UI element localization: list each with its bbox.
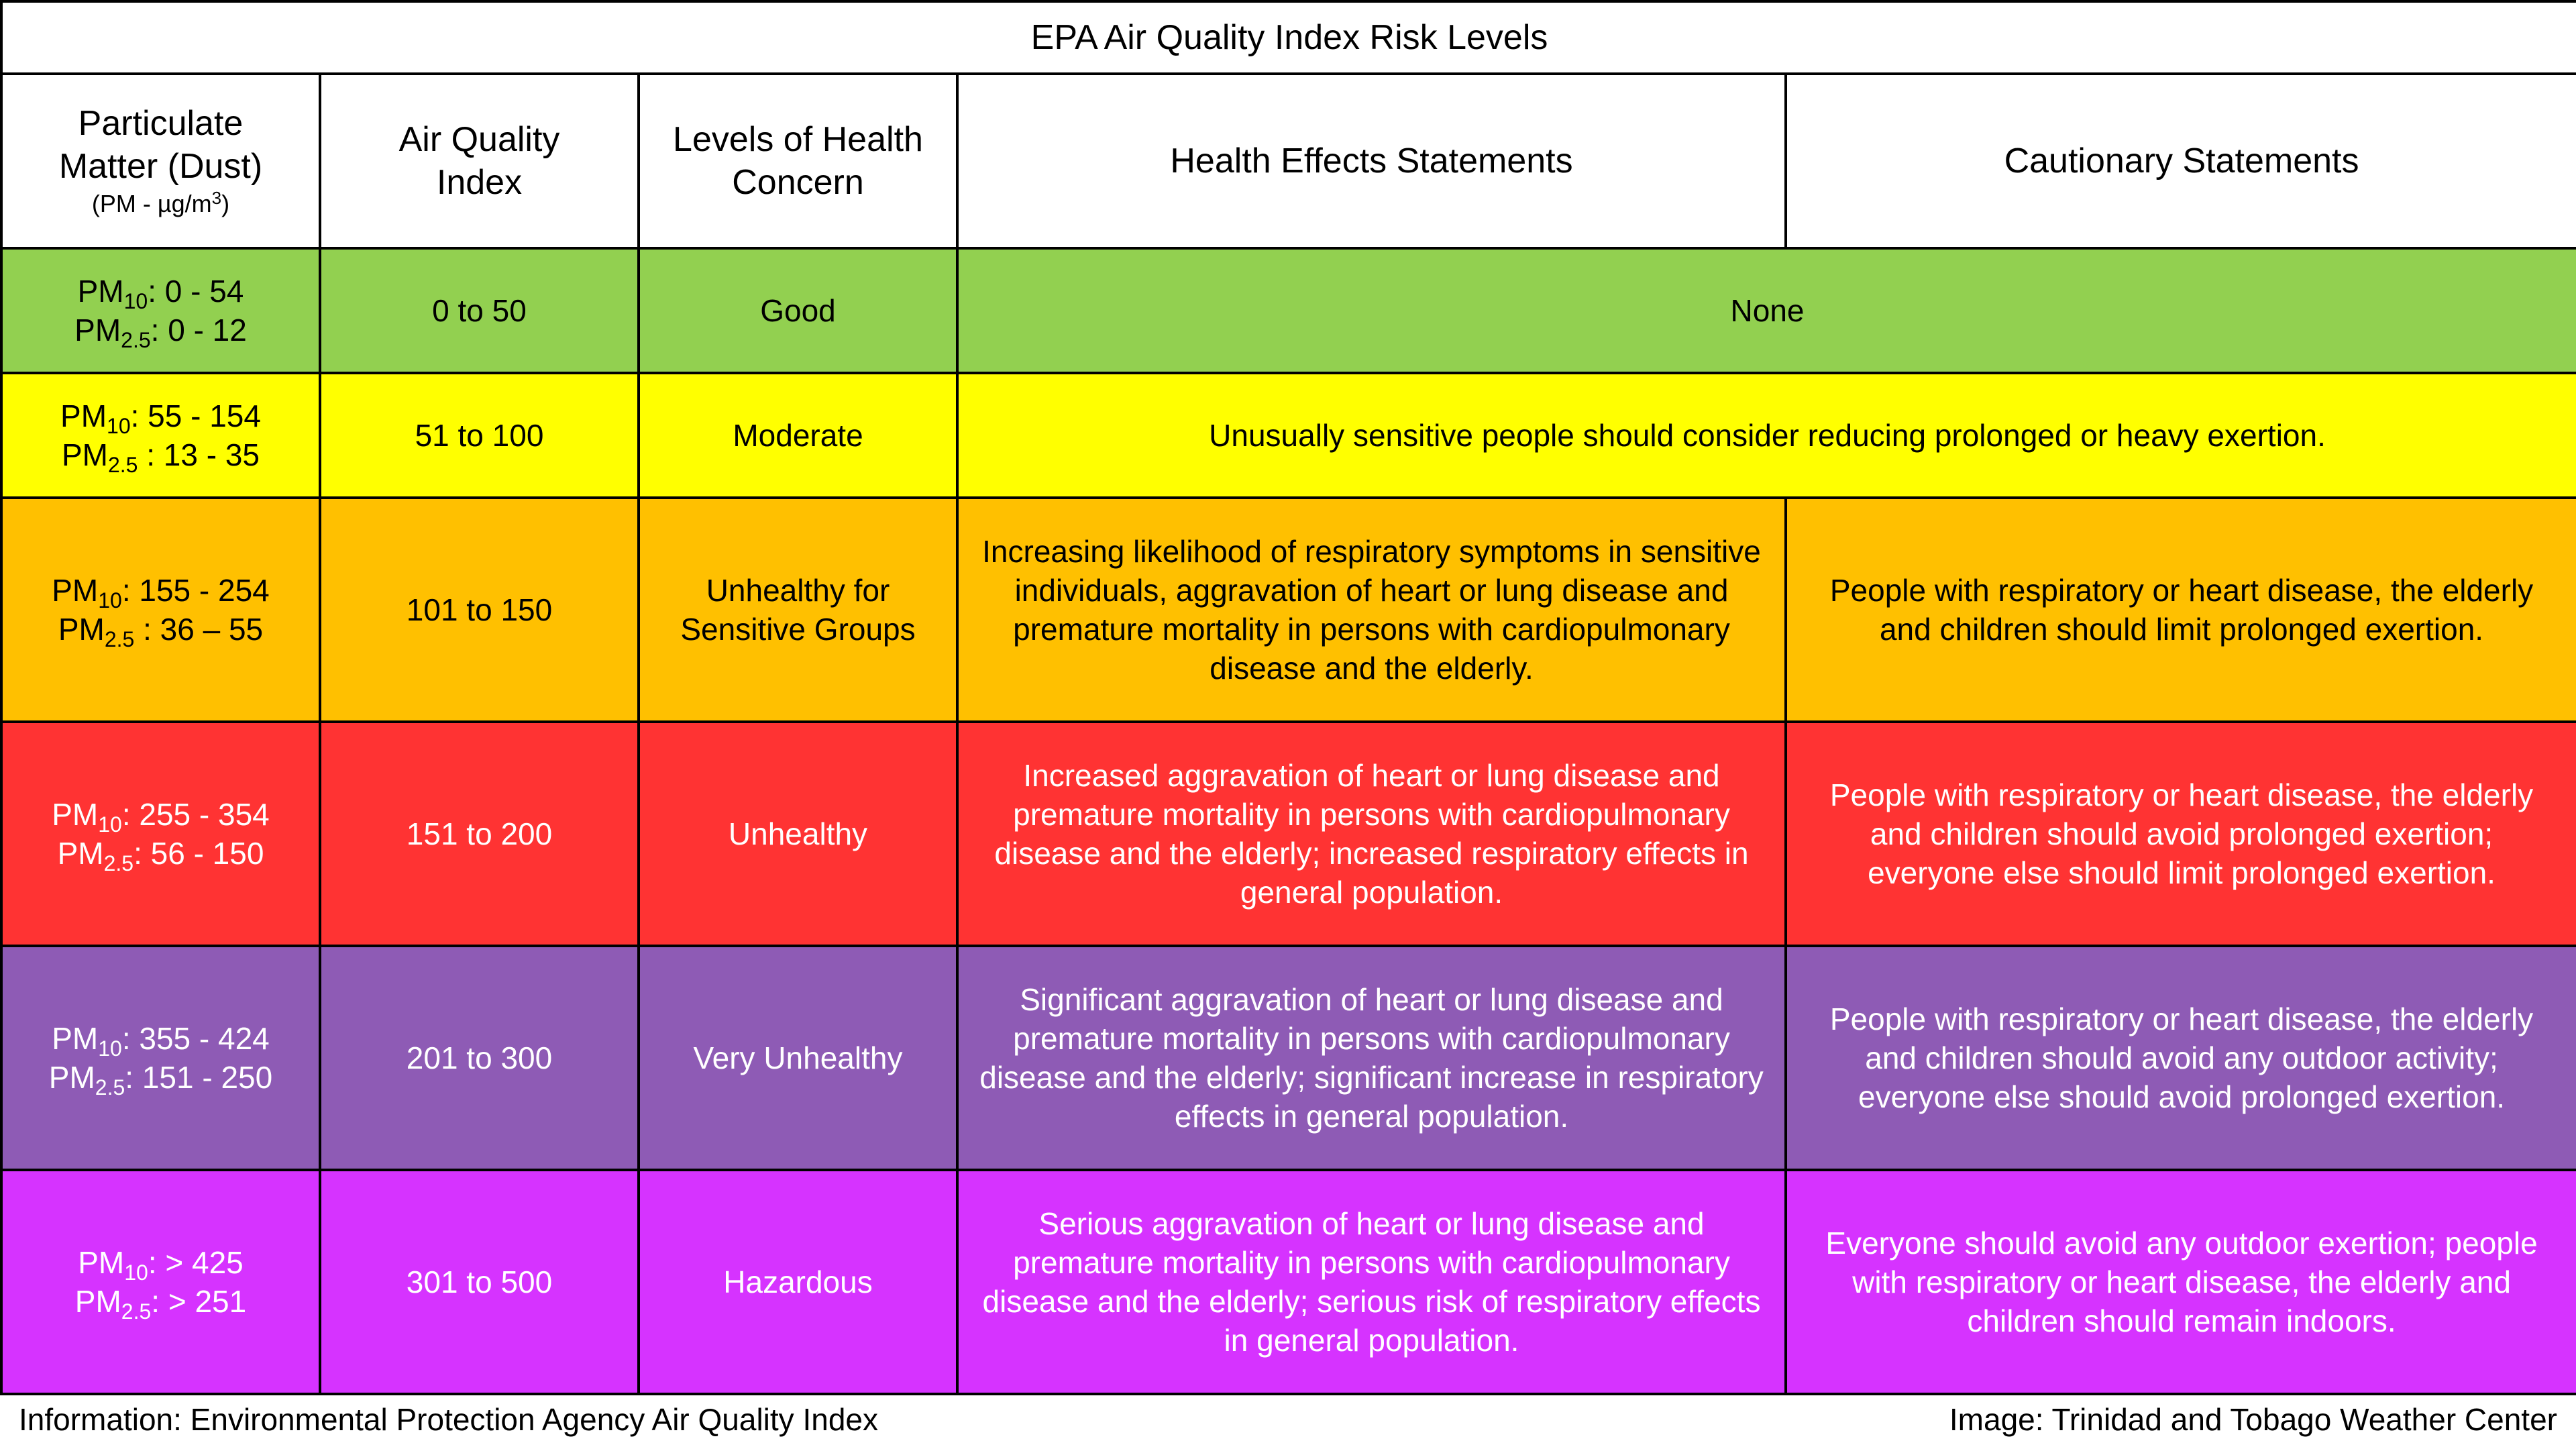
header-health-effects: Health Effects Statements [957, 74, 1786, 248]
health-effects-cell: Serious aggravation of heart or lung disease and premature mortality in persons with cardiopulmonary disease and the elderly; serious risk of respiratory effects in general population. [957, 1170, 1786, 1394]
pm-label: PM [77, 274, 124, 309]
statement-merged-cell: None [957, 248, 2576, 373]
aqi-range-cell: 301 to 500 [320, 1170, 639, 1394]
pm-range-cell [1, 946, 320, 1170]
concern-cell: Very Unhealthy [639, 946, 957, 1170]
pm-sub-25: 2.5 [121, 328, 151, 352]
pm10-value: : > 425 [148, 1245, 244, 1280]
pm10-value: : 355 - 424 [121, 1021, 270, 1056]
pm25-range [19, 311, 303, 350]
pm25-value: : 56 - 150 [133, 836, 264, 871]
header-concern-line2: Concern [732, 163, 864, 202]
pm10-range [19, 396, 303, 438]
header-row [1, 74, 2576, 248]
table-row-very-unhealthy [1, 946, 2576, 1170]
concern-line1: Unhealthy for [706, 573, 890, 608]
pm10-range [19, 1243, 303, 1285]
table-row-good [1, 248, 2576, 373]
pm-label: PM [48, 1060, 95, 1095]
header-pm-line2: Matter (Dust) [58, 147, 263, 186]
pm-sub-25: 2.5 [104, 627, 135, 651]
pm10-range [19, 1019, 303, 1061]
pm25-range [19, 435, 303, 477]
pm-label: PM [52, 1021, 99, 1056]
concern-line2: Sensitive Groups [680, 612, 916, 647]
pm25-value: : > 251 [151, 1284, 247, 1319]
footer-image-credit: Image: Trinidad and Tobago Weather Center [1949, 1402, 2557, 1437]
pm-sub-25: 2.5 [95, 1075, 125, 1099]
table-row-moderate [1, 373, 2576, 498]
pm10-value: : 255 - 354 [121, 797, 270, 832]
health-effects-cell: Increasing likelihood of respiratory symptoms in sensitive individuals, aggravation of heart or lung disease and premature mortality in persons with cardiopulmonary disease and the elderly. [957, 498, 1786, 722]
footer-source-info: Information: Environmental Protection Agency Air Quality Index [19, 1402, 878, 1437]
concern-cell: Moderate [639, 373, 957, 498]
aqi-range-cell: 101 to 150 [320, 498, 639, 722]
header-aqi-line1: Air Quality [398, 120, 560, 159]
pm-label: PM [58, 612, 105, 647]
pm25-range [19, 1058, 303, 1097]
pm10-range [19, 795, 303, 837]
header-aqi-line2: Index [436, 163, 523, 202]
pm25-range [19, 610, 303, 649]
pm-sub-10: 10 [98, 1036, 122, 1061]
aqi-range-cell: 0 to 50 [320, 248, 639, 373]
pm-sub-10: 10 [124, 1260, 148, 1285]
pm-label: PM [57, 836, 104, 871]
statement-merged-cell: Unusually sensitive people should consider reducing prolonged or heavy exertion. [957, 373, 2576, 498]
pm10-range [19, 571, 303, 610]
header-air-quality-index [320, 74, 639, 248]
concern-cell [639, 498, 957, 722]
pm-label: PM [60, 398, 107, 433]
pm-sub-25: 2.5 [107, 453, 138, 477]
pm-sub-10: 10 [107, 414, 131, 438]
pm-range-cell [1, 498, 320, 722]
header-concern-line1: Levels of Health [673, 120, 923, 159]
pm-label: PM [74, 1284, 121, 1319]
concern-cell: Hazardous [639, 1170, 957, 1394]
pm-label: PM [52, 573, 99, 608]
pm10-range [19, 272, 303, 311]
pm-sub-25: 2.5 [103, 851, 134, 875]
pm10-value: : 0 - 54 [148, 274, 244, 309]
header-pm-line1: Particulate [78, 104, 244, 143]
pm25-value: : 0 - 12 [150, 313, 247, 347]
pm-range-cell [1, 248, 320, 373]
cautionary-cell: Everyone should avoid any outdoor exertion; people with respiratory or heart disease, the elderly and children should remain indoors. [1786, 1170, 2576, 1394]
cautionary-cell: People with respiratory or heart disease, the elderly and children should avoid prolonged exertion; everyone else should limit prolonged exertion. [1786, 722, 2576, 946]
health-effects-cell: Significant aggravation of heart or lung disease and premature mortality in persons with cardiopulmonary disease and the elderly; significant increase in respiratory effects in general population. [957, 946, 1786, 1170]
pm25-value: : 151 - 250 [125, 1060, 273, 1095]
header-pm-unit-sup: 3 [211, 188, 222, 208]
header-pm-unit-suffix: ) [221, 190, 230, 217]
header-cautionary: Cautionary Statements [1786, 74, 2576, 248]
concern-cell: Unhealthy [639, 722, 957, 946]
cautionary-cell: People with respiratory or heart disease, the elderly and children should limit prolonged exertion. [1786, 498, 2576, 722]
cautionary-cell: People with respiratory or heart disease, the elderly and children should avoid any outdoor activity; everyone else should avoid prolonged exertion. [1786, 946, 2576, 1170]
table-row-unhealthy-sensitive [1, 498, 2576, 722]
header-pm-unit [19, 188, 303, 220]
pm-range-cell [1, 722, 320, 946]
table-row-unhealthy [1, 722, 2576, 946]
pm25-value: : 13 - 35 [138, 437, 260, 472]
health-effects-cell: Increased aggravation of heart or lung disease and premature mortality in persons with cardiopulmonary disease and the elderly; increased respiratory effects in general population. [957, 722, 1786, 946]
pm-sub-10: 10 [98, 812, 122, 837]
pm-range-cell [1, 1170, 320, 1394]
pm-label: PM [78, 1245, 125, 1280]
pm-range-cell [1, 373, 320, 498]
header-particulate-matter [1, 74, 320, 248]
pm-label: PM [61, 437, 108, 472]
pm-label: PM [52, 797, 99, 832]
pm-sub-10: 10 [98, 588, 122, 612]
pm25-value: : 36 – 55 [134, 612, 264, 647]
header-pm-unit-prefix: (PM - µg/m [91, 190, 212, 217]
pm10-value: : 55 - 154 [130, 398, 261, 433]
aqi-range-cell: 151 to 200 [320, 722, 639, 946]
pm25-range [19, 834, 303, 873]
concern-cell: Good [639, 248, 957, 373]
table-title: EPA Air Quality Index Risk Levels [1, 1, 2576, 74]
aqi-range-cell: 201 to 300 [320, 946, 639, 1170]
aqi-range-cell: 51 to 100 [320, 373, 639, 498]
pm10-value: : 155 - 254 [121, 573, 270, 608]
pm25-range [19, 1282, 303, 1324]
pm-sub-10: 10 [123, 289, 148, 313]
pm-sub-25: 2.5 [121, 1299, 152, 1324]
pm-label: PM [74, 313, 121, 347]
header-levels-of-health-concern [639, 74, 957, 248]
table-row-hazardous [1, 1170, 2576, 1394]
